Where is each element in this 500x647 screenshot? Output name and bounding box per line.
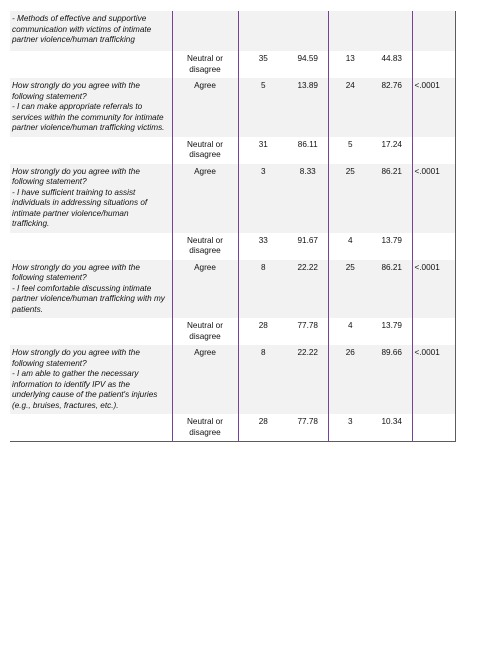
group1-percent-cell: 77.78 (288, 414, 328, 442)
group2-percent-cell (372, 11, 412, 51)
group2-percent-cell: 17.24 (381, 139, 402, 149)
p-value-cell: <.0001 (412, 164, 455, 233)
response-cell: Agree (172, 78, 238, 137)
question-text: - Methods of effective and supportive (12, 14, 147, 23)
table-row (10, 51, 455, 78)
group1-percent-cell: 8.33 (288, 164, 328, 233)
table-row (10, 137, 455, 164)
question-text: information to identify IPV as the (12, 379, 130, 389)
group2-count-cell: 24 (328, 78, 372, 137)
group1-percent-cell: 22.22 (288, 345, 328, 414)
question-text: communication with victims of intimate (12, 24, 152, 34)
question-text: following statement? (12, 91, 87, 101)
response-cell (172, 11, 238, 51)
question-cell (10, 345, 172, 414)
response-cell: Neutral or disagree (187, 139, 223, 159)
response-cell: Neutral or disagree (187, 235, 223, 255)
group2-percent-cell: 13.79 (381, 235, 402, 245)
group1-count-cell: 28 (238, 318, 288, 345)
question-cell (10, 414, 172, 442)
question-cell (10, 164, 172, 233)
p-value-cell (412, 318, 455, 345)
p-value-cell: <.0001 (412, 345, 455, 414)
group1-count-cell (238, 11, 288, 51)
group1-count-cell: 5 (238, 78, 288, 137)
p-value-cell (412, 414, 455, 442)
group1-percent-cell: 13.89 (288, 78, 328, 137)
response-cell: Neutral or disagree (187, 321, 223, 341)
question-cell (10, 260, 172, 319)
question-cell (10, 51, 172, 78)
table-row (10, 11, 455, 51)
group2-count-cell: 25 (328, 260, 372, 319)
group2-count-cell: 13 (328, 51, 372, 78)
question-text: trafficking. (12, 219, 50, 228)
table-row (10, 233, 455, 260)
question-text: How strongly do you agree with the (12, 348, 140, 357)
question-text: (e.g., bruises, fractures, etc.). (12, 400, 119, 410)
table-row (10, 164, 455, 233)
group1-percent-cell: 86.11 (297, 139, 318, 149)
group2-count-cell (328, 11, 372, 51)
group1-count-cell: 31 (238, 137, 288, 164)
p-value-cell: <.0001 (412, 78, 455, 137)
response-cell: Neutral or disagree (187, 54, 223, 74)
question-text: intimate partner violence/human (12, 208, 129, 218)
response-cell: Agree (172, 164, 238, 233)
table-row (10, 414, 455, 442)
question-text: - I feel comfortable discussing intimate (12, 283, 152, 293)
group2-percent-cell: 10.34 (372, 414, 412, 442)
question-text: following statement? (12, 358, 87, 368)
question-text: individuals in addressing situations of (12, 198, 148, 207)
p-value-cell (412, 137, 455, 164)
p-value-cell (412, 233, 455, 260)
table-row (10, 318, 455, 345)
group2-count-cell: 4 (328, 318, 372, 345)
group1-count-cell: 28 (238, 414, 288, 442)
group1-count-cell: 8 (238, 345, 288, 414)
response-cell: Neutral or disagree (172, 414, 238, 442)
group1-percent-cell: 77.78 (297, 321, 318, 330)
group1-count-cell: 35 (238, 51, 288, 78)
p-value-cell (412, 51, 455, 78)
group2-percent-cell: 44.83 (381, 54, 402, 63)
group2-count-cell: 25 (328, 164, 372, 233)
table-row (10, 78, 455, 137)
question-cell (10, 11, 172, 51)
question-text: How strongly do you agree with the (12, 166, 140, 176)
question-text: services within the community for intimate (12, 112, 164, 122)
question-text: patients. (12, 304, 43, 314)
group1-count-cell: 3 (238, 164, 288, 233)
question-text: partner violence/human trafficking (12, 35, 135, 44)
p-value-cell: <.0001 (412, 260, 455, 319)
response-cell: Agree (172, 260, 238, 319)
group1-percent-cell (288, 11, 328, 51)
group2-percent-cell: 82.76 (372, 78, 412, 137)
question-text: following statement? (12, 177, 87, 186)
group2-count-cell: 4 (328, 233, 372, 260)
question-text: How strongly do you agree with the (12, 81, 140, 90)
group1-count-cell: 8 (238, 260, 288, 319)
survey-results-table (10, 11, 456, 442)
group1-count-cell: 33 (238, 233, 288, 260)
question-cell (10, 318, 172, 345)
question-cell (10, 233, 172, 260)
table-row (10, 345, 455, 414)
group2-count-cell: 26 (328, 345, 372, 414)
table-row (10, 260, 455, 319)
question-text: underlying cause of the patient's injuries (12, 390, 158, 399)
group1-percent-cell: 94.59 (297, 54, 318, 63)
group2-percent-cell: 89.66 (372, 345, 412, 414)
question-cell (10, 78, 172, 137)
question-text: partner violence/human trafficking with my (12, 294, 165, 303)
group2-percent-cell: 13.79 (381, 321, 402, 330)
group2-percent-cell: 86.21 (372, 164, 412, 233)
question-cell (10, 137, 172, 164)
question-text: partner violence/human trafficking victims. (12, 123, 165, 132)
group1-percent-cell: 91.67 (297, 235, 318, 245)
question-text: How strongly do you agree with the (12, 262, 140, 272)
group1-percent-cell: 22.22 (288, 260, 328, 319)
question-text: following statement? (12, 273, 87, 282)
p-value-cell (412, 11, 455, 51)
question-text: - I am able to gather the necessary (12, 369, 139, 378)
response-cell: Agree (172, 345, 238, 414)
question-text: - I have sufficient training to assist (12, 187, 136, 197)
question-text: - I can make appropriate referrals to (12, 102, 143, 111)
group2-percent-cell: 86.21 (372, 260, 412, 319)
group2-count-cell: 3 (328, 414, 372, 442)
group2-count-cell: 5 (328, 137, 372, 164)
